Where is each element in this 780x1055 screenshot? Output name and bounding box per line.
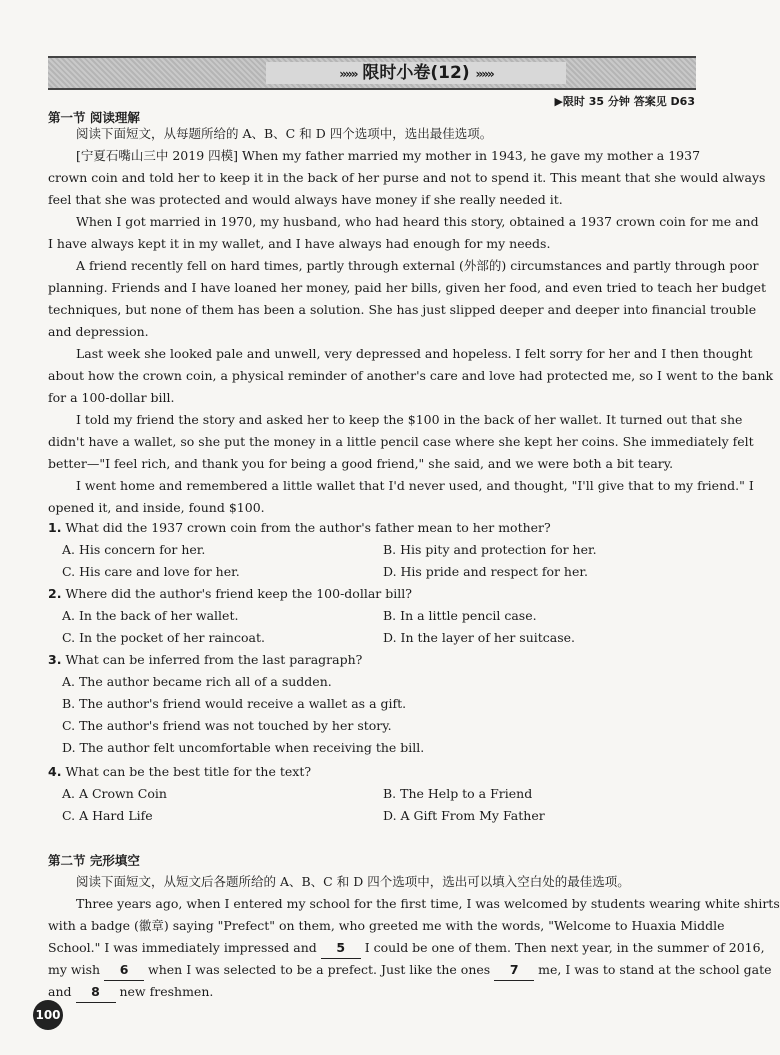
answer-option[interactable]: A. The author became rich all of a sudden. [62,674,332,689]
answer-option[interactable]: A. In the back of her wallet. [62,608,239,623]
cloze-text: and [48,984,72,999]
passage-line: [宁夏石嘴山三中 2019 四模] When my father married my mother in 1943, he gave my mother a 1937 [76,148,701,163]
passage-line: opened it, and inside, found $100. [48,500,265,515]
section1-title: 第一节 阅读理解 [48,110,140,125]
passage-line: Last week she looked pale and unwell, very depressed and hopeless. I felt sorry for her and I then thought [76,346,753,361]
answer-option[interactable]: C. In the pocket of her raincoat. [62,630,265,645]
question-number: 3. [48,652,62,667]
section1-instruction: 阅读下面短文，从每题所给的 A、B、C 和 D 四个选项中，选出最佳选项。 [76,126,493,141]
answer-option[interactable]: D. The author felt uncomfortable when receiving the bill. [62,740,425,755]
answer-option[interactable]: B. The author's friend would receive a wallet as a gift. [62,696,407,711]
answer-option[interactable]: D. A Gift From My Father [383,808,545,823]
question-text: What can be inferred from the last paragraph? [65,652,363,667]
passage-line: feel that she was protected and would always have money if she really needed it. [48,192,563,207]
answer-option[interactable]: A. His concern for her. [62,542,206,557]
arrows-left: »»» [339,67,357,81]
title-box [266,62,566,84]
answer-option[interactable]: B. His pity and protection for her. [383,542,597,557]
answer-option[interactable]: A. A Crown Coin [62,786,167,801]
blank-8[interactable]: 8 [76,982,116,1003]
answer-option[interactable]: C. His care and love for her. [62,564,240,579]
question-text: What did the 1937 crown coin from the author's father mean to her mother? [65,520,551,535]
passage-line: about how the crown coin, a physical reminder of another's care and love had protected me, so I went to the bank [48,368,774,383]
question-number: 2. [48,586,62,601]
page-number: 100 [33,1000,63,1030]
answer-option[interactable]: B. The Help to a Friend [383,786,533,801]
question-text: What can be the best title for the text? [65,764,312,779]
passage-line: for a 100-dollar bill. [48,390,175,405]
blank-7[interactable]: 7 [494,960,534,981]
passage-line: I went home and remembered a little wallet that I'd never used, and thought, "I'll give that to my friend." I [76,478,754,493]
question-number: 1. [48,520,62,535]
passage-line: I have always kept it in my wallet, and I have always had enough for my needs. [48,236,551,251]
answer-option[interactable]: D. In the layer of her suitcase. [383,630,576,645]
passage-line: I told my friend the story and asked her to keep the $100 in the back of her wallet. It turned out that she [76,412,743,427]
cloze-text: my wish [48,962,101,977]
blank-5[interactable]: 5 [321,938,361,959]
question-2 [48,586,412,601]
cloze-text: new freshmen. [119,984,214,999]
time-limit-note: ▶限时 35 分钟 答案见 D63 [554,95,695,108]
cloze-text: me, I was to stand at the school gate [538,962,772,977]
cloze-text: School." I was immediately impressed and [48,940,317,955]
blank-6[interactable]: 6 [104,960,144,981]
answer-option[interactable]: D. His pride and respect for her. [383,564,588,579]
passage-line: better—"I feel rich, and thank you for being a good friend," she said, and we were both a bit teary. [48,456,674,471]
cloze-line: Three years ago, when I entered my school for the first time, I was welcomed by students wearing white shirts [76,896,780,911]
cloze-line [48,960,772,981]
passage-line: techniques, but none of them has been a solution. She has just slipped deeper and deeper into financial trouble [48,302,757,317]
question-3 [48,652,362,667]
section2-instruction: 阅读下面短文，从短文后各题所给的 A、B、C 和 D 四个选项中，选出可以填入空白处的最佳选项。 [76,874,630,889]
passage-line: crown coin and told her to keep it in the back of her purse and not to spend it. This meant that she would always [48,170,766,185]
question-text: Where did the author's friend keep the 100-dollar bill? [65,586,412,601]
cloze-text: I could be one of them. Then next year, in the summer of 2016, [364,940,765,955]
page-title: 限时小卷(12) [362,63,470,83]
passage-line: planning. Friends and I have loaned her money, paid her bills, given her food, and even tried to teach her budget [48,280,767,295]
passage-line: When I got married in 1970, my husband, who had heard this story, obtained a 1937 crown coin for me and [76,214,759,229]
question-number: 4. [48,764,62,779]
cloze-line [48,938,765,959]
passage-line: didn't have a wallet, so she put the money in a little pencil case where she kept her coins. She immediately felt [48,434,754,449]
cloze-line: with a badge (徽章) saying "Prefect" on them, who greeted me with the words, "Welcome to Huaxia Middle [48,918,725,933]
arrows-right: »»» [475,67,493,81]
passage-line: A friend recently fell on hard times, partly through external (外部的) circumstances and partly through poor [76,258,759,273]
question-4 [48,764,311,779]
question-1 [48,520,551,535]
title-banner [48,56,696,90]
answer-option[interactable]: C. The author's friend was not touched by her story. [62,718,392,733]
cloze-line [48,982,698,1003]
answer-option[interactable]: B. In a little pencil case. [383,608,537,623]
cloze-text: when I was selected to be a prefect. Just like the ones [148,962,491,977]
answer-option[interactable]: C. A Hard Life [62,808,153,823]
passage-line: and depression. [48,324,149,339]
section2-title: 第二节 完形填空 [48,853,140,868]
